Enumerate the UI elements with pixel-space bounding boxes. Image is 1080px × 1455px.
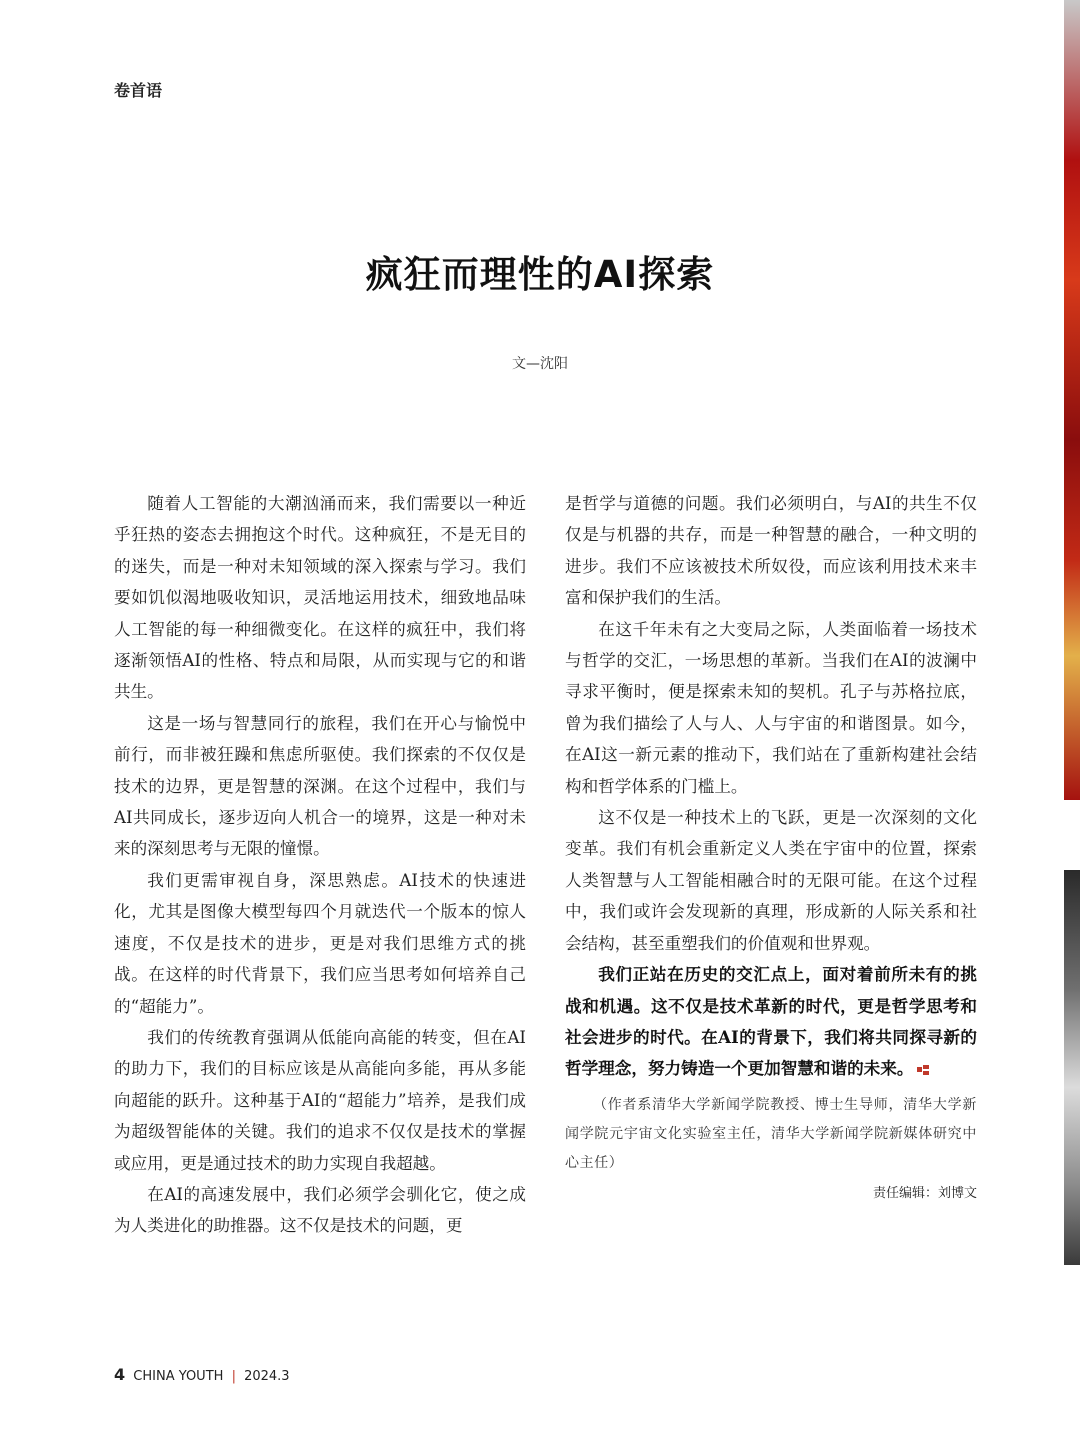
- end-mark-icon: [917, 1065, 929, 1075]
- paragraph: 在这千年未有之大变局之际，人类面临着一场技术与哲学的交汇，一场思想的革新。当我们在AI的波澜中寻求平衡时，便是探索未知的契机。孔子与苏格拉底，曾为我们描绘了人与人、人与宇宙的和谐图景。如今，在AI这一新元素的推动下，我们站在了重新构建社会结构和哲学体系的门槛上。: [565, 619, 977, 796]
- paragraph: 这不仅是一种技术上的飞跃，更是一次深刻的文化变革。我们有机会重新定义人类在宇宙中的位置，探索人类智慧与人工智能相融合时的无限可能。在这个过程中，我们或许会发现新的真理，形成新的人际关系和社会结构，甚至重塑我们的价值观和世界观。: [565, 808, 977, 953]
- editor-credit: 责任编辑：刘博文: [872, 1185, 977, 1201]
- article-title: 疯狂而理性的AI探索: [365, 253, 715, 296]
- issue-number: 2024.3: [244, 1369, 290, 1384]
- adjacent-page-edge-middle: [1064, 870, 1080, 1265]
- paragraph-continuation: 是哲学与道德的问题。我们必须明白，与AI的共生不仅仅是与机器的共存，而是一种智慧的融合，一种文明的进步。我们不应该被技术所奴役，而应该利用技术来丰富和保护我们的生活。: [565, 494, 977, 608]
- left-column: [114, 488, 526, 1242]
- page-footer: [114, 1365, 290, 1384]
- paragraph: 在AI的高速发展中，我们必须学会驯化它，使之成为人类进化的助推器。这不仅是技术的问题，更: [114, 1184, 526, 1236]
- footer-separator: |: [231, 1369, 236, 1384]
- closing-paragraph: [565, 959, 977, 1085]
- paragraph: 我们的传统教育强调从低能向高能的转变，但在AI的助力下，我们的目标应该是从高能向多能，再从多能向超能的跃升。这种基于AI的“超能力”培养，是我们成为超级智能体的关键。我们的追求不仅仅是技术的掌握或应用，更是通过技术的助力实现自我超越。: [114, 1027, 526, 1173]
- byline: 文—沈阳: [512, 356, 568, 372]
- adjacent-page-edge-top: [1064, 0, 1080, 800]
- right-column: [565, 488, 977, 1206]
- paragraph: 这是一场与智慧同行的旅程，我们在开心与愉悦中前行，而非被狂躁和焦虑所驱使。我们探索的不仅仅是技术的边界，更是智慧的深渊。在这个过程中，我们与AI共同成长，逐步迈向人机合一的境界，这是一种对未来的深刻思考与无限的憧憬。: [114, 713, 526, 859]
- author-note: （作者系清华大学新闻学院教授、博士生导师，清华大学新闻学院元宇宙文化实验室主任，清华大学新闻学院新媒体研究中心主任）: [565, 1096, 977, 1171]
- paragraph: 随着人工智能的大潮汹涌而来，我们需要以一种近乎狂热的姿态去拥抱这个时代。这种疯狂，不是无目的的迷失，而是一种对未知领域的深入探索与学习。我们要如饥似渴地吸收知识，灵活地运用技术，细致地品味人工智能的每一种细微变化。在这样的疯狂中，我们将逐渐领悟AI的性格、特点和局限，从而实现与它的和谐共生。: [114, 494, 526, 702]
- magazine-name: CHINA YOUTH: [133, 1369, 224, 1384]
- closing-text: 我们正站在历史的交汇点上，面对着前所未有的挑战和机遇。这不仅是技术革新的时代，更是哲学思考和社会进步的时代。在AI的背景下，我们将共同探寻新的哲学理念，努力铸造一个更加智慧和谐的未来。: [565, 964, 977, 1079]
- section-label: 卷首语: [114, 81, 163, 100]
- page-number: 4: [114, 1365, 126, 1384]
- paragraph: 我们更需审视自身，深思熟虑。AI技术的快速进化，尤其是图像大模型每四个月就迭代一个版本的惊人速度，不仅是技术的进步，更是对我们思维方式的挑战。在这样的时代背景下，我们应当思考如何培养自己的“超能力”。: [114, 870, 526, 1016]
